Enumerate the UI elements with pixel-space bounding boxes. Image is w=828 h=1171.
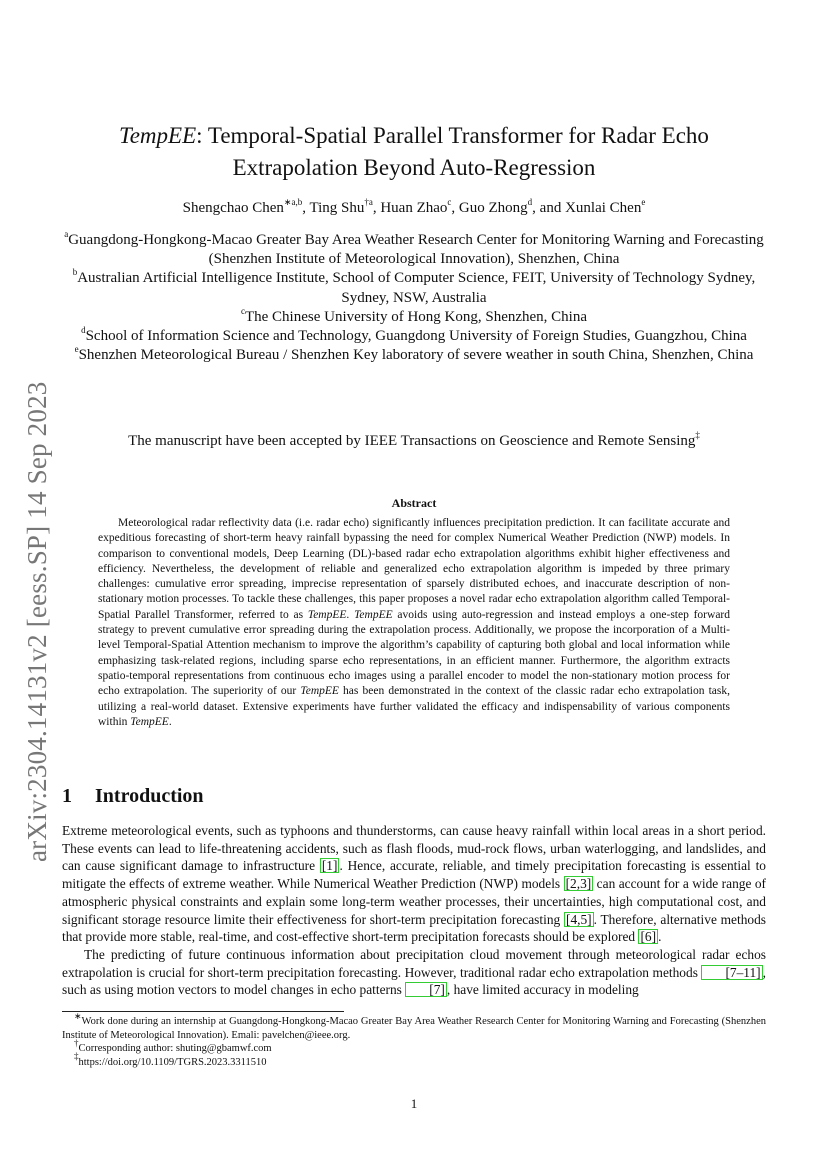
author-sep: , (302, 200, 310, 216)
affiliations (62, 231, 766, 365)
author-sep: , and (532, 200, 566, 216)
author-1-mark: ∗a,b (283, 197, 303, 207)
citation-link[interactable]: [7] (405, 982, 447, 997)
author-3: Huan Zhao (380, 200, 448, 216)
author-sep: , (451, 200, 459, 216)
affiliation-mark: d (81, 325, 86, 336)
intro-text: . Therefore, alternative methods that provide more stable, real-time, and cost-effective short-term precipitation forecasts should be explored (62, 911, 767, 945)
author-2: Ting Shu (309, 200, 365, 216)
footnote-mark: † (74, 1037, 79, 1048)
intro-paragraph-2 (62, 946, 766, 999)
page-number: 1 (410, 1096, 418, 1111)
footnote-3 (62, 1051, 766, 1070)
arxiv-identifier[interactable]: arXiv:2304.14131v2 [eess.SP] 14 Sep 2023 (22, 381, 52, 862)
abstract-text: . (346, 608, 355, 621)
citation-link[interactable]: [7–11] (701, 965, 762, 980)
author-1: Shengchao Chen (182, 200, 284, 216)
title-line2: Extrapolation Beyond Auto-Regression (232, 155, 596, 180)
intro-text: , such as using motion vectors to model changes in echo patterns (62, 964, 766, 998)
intro-text: , have limited accuracy in modeling (446, 982, 639, 998)
title-italic-name: TempEE (119, 123, 197, 148)
affiliation-mark: e (74, 344, 79, 355)
footnote-rule (62, 1011, 344, 1012)
intro-text: . (658, 929, 662, 945)
affiliation-e (62, 346, 766, 365)
author-5-mark: e (641, 197, 646, 207)
citation-link[interactable]: [6] (640, 929, 657, 945)
citation-link[interactable]: [2,3] (565, 876, 592, 892)
arxiv-sidebar (20, 362, 54, 862)
abstract-emph: TempEE (307, 608, 347, 621)
author-5: Xunlai Chen (565, 200, 642, 216)
affiliation-text: Shenzhen Meteorological Bureau / Shenzhen Key laboratory of severe weather in south China, Shenzhen, China (78, 347, 754, 364)
intro-text: can account for a wide range of atmospheric physical constraints and explain some long-term weather processes, their uncertainties, high computational cost, and significant storage resource limite their effectiveness for short-term precipitation forecasting (62, 876, 766, 927)
affiliation-c (62, 305, 766, 327)
abstract-text: avoids using auto-regression and instead employs a one-step forward strategy to prevent cumulative error spreading during the extrapolation process. Additionally, we propose the incorporation of a Multi-level Temporal-Spatial Attention mechanism to improve the algorithm’s capability of capturing both global and local information while emphasizing task-related regions, including sparse echo representations, in an efficient manner. Furthermore, the algorithm extracts spatio-temporal representations from continuous echo images using a parallel encoder to model the non-stationary motion process for echo extrapolation. The superiority of our (98, 608, 731, 698)
acceptance-text: The manuscript have been accepted by IEEE Transactions on Geoscience and Remote Sensing (128, 433, 696, 449)
abstract-text: Meteorological radar reflectivity data (i.e. radar echo) significantly influences precipitation prediction. It can facilitate accurate and expeditious forecasting of short-term heavy rainfall bypassing the need for complex Numerical Weather Prediction (NWP) models. In comparison to conventional models, Deep Learning (DL)-based radar echo extrapolation algorithms exhibit higher effectiveness and efficiency. Nevertheless, the development of reliable and generalized echo extrapolation algorithm is impeded by three primary challenges: cumulative error spreading, imprecise representation of sparsely distributed echoes, and inaccurate description of non-stationary motion processes. To tackle these challenges, this paper proposes a novel radar echo extrapolation algorithm called Temporal-Spatial Parallel Transformer, referred to as (98, 517, 730, 621)
footnotes (62, 1010, 766, 1069)
author-2-mark: †a (364, 197, 373, 207)
paper-title (62, 120, 766, 184)
affiliation-a (62, 231, 766, 269)
introduction-body (62, 822, 766, 999)
abstract-emph: TempEE (300, 685, 339, 698)
footnote-text: Work done during an internship at Guangdong-Hongkong-Macao Greater Bay Area Weather Research Center for Monitoring Warning and Forecasting (Shenzhen Institute of Meteorological Innovation). Emali: pavelchen@ieee.org. (62, 1016, 766, 1041)
footnote-text: Corresponding author: shuting@gbamwf.com (78, 1043, 272, 1055)
abstract-body (98, 516, 730, 730)
author-list (62, 197, 766, 219)
intro-paragraph-1 (62, 822, 766, 946)
acceptance-note (62, 431, 766, 451)
intro-text: Extreme meteorological events, such as typhoons and thunderstorms, can cause heavy rainfall within local areas in a short period. These events can lead to life-threatening accidents, such as flash floods, mud-rock flows, urban waterlogging, and landslides, and can cause significant damage to infrastructure (62, 823, 766, 874)
footnote-mark: ‡ (74, 1051, 79, 1062)
affiliation-text: Australian Artificial Intelligence Institute, School of Computer Science, FEIT, University of Technology Sydney, Sydney, NSW, Australia (77, 270, 756, 306)
footnote-1 (62, 1010, 766, 1042)
abstract-emph: TempEE (354, 608, 393, 621)
section-title: Introduction (95, 785, 204, 807)
affiliation-mark: b (72, 267, 78, 278)
author-4: Guo Zhong (458, 200, 528, 216)
affiliation-text: School of Information Science and Technology, Guangdong University of Foreign Studies, Guangzhou, China (85, 328, 747, 345)
footnote-2 (62, 1037, 766, 1056)
abstract-text: . (168, 715, 172, 728)
title-line1: : Temporal-Spatial Parallel Transformer for Radar Echo (196, 123, 709, 148)
affiliation-text: The Chinese University of Hong Kong, Shenzhen, China (244, 308, 588, 325)
affiliation-b (62, 269, 766, 307)
footnote-mark: ∗ (74, 1010, 82, 1021)
abstract-emph: TempEE (130, 715, 169, 728)
citation-link[interactable]: [4,5] (565, 911, 592, 927)
citation-link[interactable]: [1] (321, 858, 338, 874)
acceptance-mark: ‡ (695, 430, 700, 440)
affiliation-mark: c (240, 305, 245, 316)
author-3-mark: c (447, 197, 452, 207)
author-4-mark: d (527, 197, 533, 207)
footnote-link[interactable]: https://doi.org/10.1109/TGRS.2023.3311510 (78, 1056, 267, 1068)
abstract-text: has been demonstrated in the context of the classic radar echo extrapolation task, utilizing a real-world dataset. Extensive experiments have further validated the efficacy and indispensability of various components within (98, 685, 730, 728)
intro-text: The predicting of future continuous information about precipitation cloud movement through meteorological radar echos extrapolation is crucial for short-term precipitation forecasting. However, traditional radar echo extrapolation methods (62, 946, 766, 980)
affiliation-mark: a (64, 229, 69, 239)
intro-text: . Hence, accurate, reliable, and timely precipitation forecasting is essential to mitigate the effects of extreme weather. While Numerical Weather Prediction (NWP) models (62, 858, 766, 892)
section-number: 1 (62, 785, 72, 807)
section-heading (62, 785, 766, 808)
author-sep: , (372, 200, 381, 216)
abstract-heading: Abstract (391, 496, 437, 510)
affiliation-text: Guangdong-Hongkong-Macao Greater Bay Area Weather Research Center for Monitoring Warning and Forecasting (Shenzhen Institute of Meteorological Innovation), Shenzhen, China (68, 232, 764, 268)
affiliation-d (62, 327, 766, 346)
